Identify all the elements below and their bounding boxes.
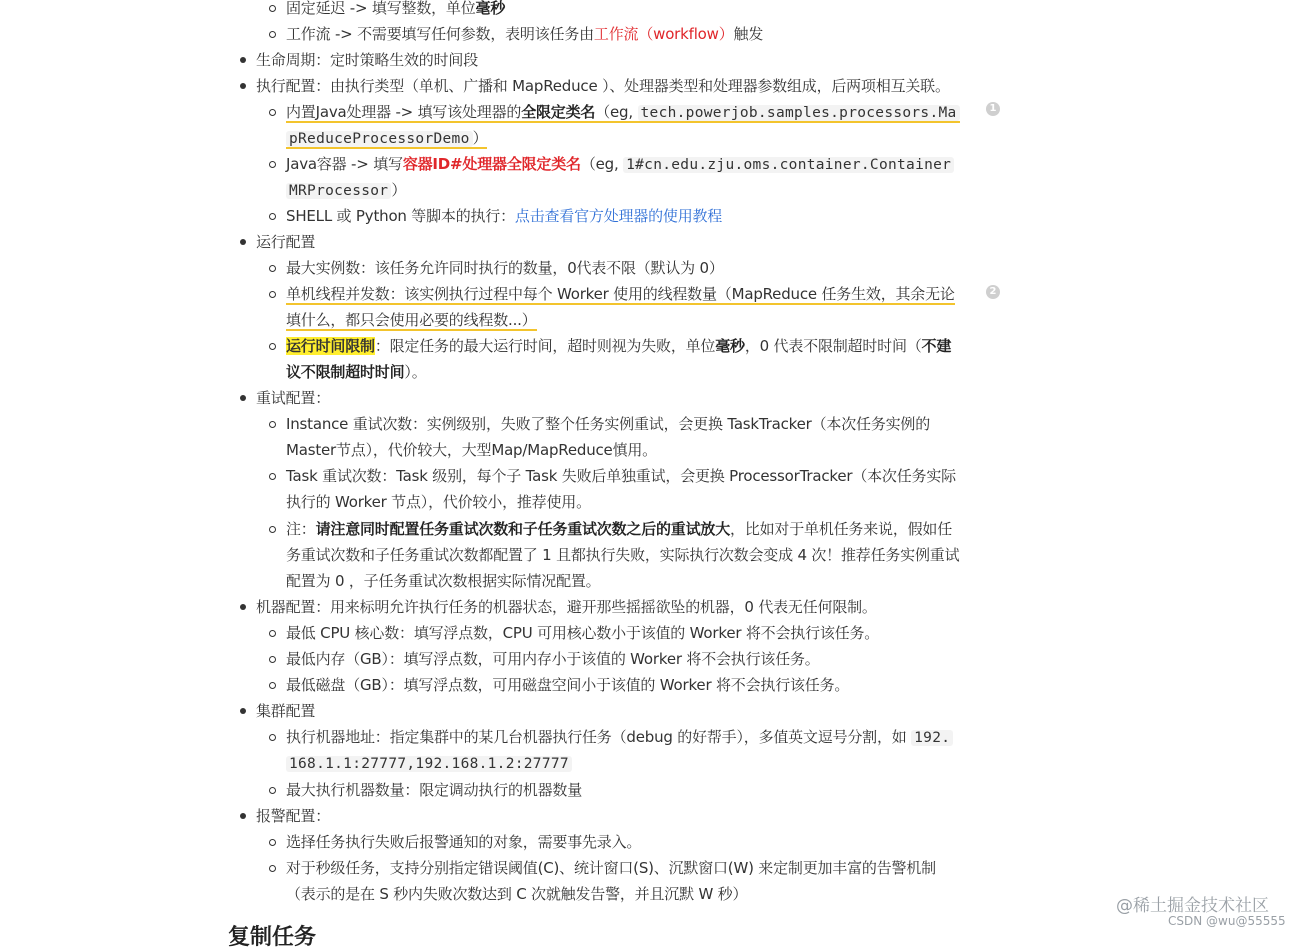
sub-bullet — [269, 161, 276, 168]
annotation-marker-1[interactable]: 1 — [986, 102, 1000, 116]
item-text: 机器配置：用来标明允许执行任务的机器状态，避开那些摇摇欲坠的机器，0 代表无任何限制。 — [256, 598, 877, 616]
item-text: 最大实例数：该任务允许同时执行的数量，0代表不限（默认为 0） — [286, 259, 724, 277]
item-text: ：限定任务的最大运行时间，超时则视为失败，单位 — [374, 337, 716, 355]
list-item-cont — [286, 750, 572, 776]
list-item — [286, 21, 763, 47]
list-item — [286, 516, 952, 542]
item-text: 单机线程并发数：该实例执行过程中每个 Worker 使用的线程数量（MapReduce 任务生效，其余无论 — [286, 285, 955, 303]
list-item — [286, 255, 724, 281]
item-text: 集群配置 — [256, 702, 316, 720]
list-item — [286, 281, 955, 307]
bullet — [240, 604, 246, 610]
annotation-marker-2[interactable]: 2 — [986, 285, 1000, 299]
inline-code: 1#cn.edu.zju.oms.container.Container — [623, 157, 954, 173]
inline-code: pReduceProcessorDemo — [286, 131, 473, 147]
item-text: ） — [472, 129, 488, 147]
list-item — [286, 855, 936, 881]
item-text: 内置Java处理器 -> 填写该处理器的 — [286, 103, 522, 121]
item-text: 执行配置：由执行类型（单机、广播和 MapReduce ）、处理器类型和处理器参数组成，后两项相互关联。 — [256, 77, 950, 95]
item-text: Task 重试次数：Task 级别，每个子 Task 失败后单独重试，会更换 ProcessorTracker（本次任务实际 — [286, 467, 956, 485]
sub-bullet — [269, 473, 276, 480]
item-text: 执行机器地址：指定集群中的某几台机器执行任务（debug 的好帮手），多值英文逗号分割，如 — [286, 728, 912, 746]
item-text: 执行的 Worker 节点），代价较小，推荐使用。 — [286, 493, 591, 511]
item-text: 生命周期：定时策略生效的时间段 — [256, 51, 479, 69]
list-item-cont — [286, 359, 427, 385]
item-text: 运行配置 — [256, 233, 316, 251]
item-text: Master节点），代价较大，大型Map/MapReduce慎用。 — [286, 441, 657, 459]
sub-bullet — [269, 421, 276, 428]
sub-bullet — [269, 265, 276, 272]
tutorial-link[interactable]: 点击查看官方处理器的使用教程 — [514, 207, 723, 225]
sub-bullet — [269, 734, 276, 741]
bullet — [240, 239, 246, 245]
inline-code: MRProcessor — [286, 183, 391, 199]
sub-bullet — [269, 213, 276, 220]
list-item — [286, 829, 641, 855]
list-item — [286, 0, 505, 21]
section-heading: 复制任务 — [228, 925, 317, 950]
item-text: 报警配置： — [256, 807, 331, 825]
item-text: 最大执行机器数量：限定调动执行的机器数量 — [286, 781, 583, 799]
item-text: Java容器 -> 填写 — [286, 155, 403, 173]
bullet — [240, 57, 246, 63]
item-bold: 议不限制超时时间 — [286, 363, 405, 381]
watermark-csdn: CSDN @wu@55555 — [1168, 914, 1286, 928]
item-bold: 不建 — [921, 337, 952, 355]
sub-bullet — [269, 682, 276, 689]
list-item — [286, 463, 956, 489]
item-text: 对于秒级任务，支持分别指定错误阈值(C)、统计窗口(S)、沉默窗口(W) 来定制更加丰富的告警机制 — [286, 859, 936, 877]
item-text: （eg, — [595, 103, 638, 121]
list-item — [256, 385, 330, 411]
inline-code: 168.1.1:27777,192.168.1.2:27777 — [286, 756, 572, 772]
bullet — [240, 83, 246, 89]
item-text: 选择任务执行失败后报警通知的对象，需要事先录入。 — [286, 833, 642, 851]
sub-bullet — [269, 5, 276, 12]
list-item-cont — [286, 568, 600, 594]
item-text: ，比如对于单机任务来说，假如任 — [730, 520, 953, 538]
item-bold: 毫秒 — [715, 337, 745, 355]
list-item — [256, 73, 950, 99]
list-item — [286, 411, 930, 437]
item-bold: 毫秒 — [475, 0, 506, 17]
bullet — [240, 708, 246, 714]
list-item — [256, 803, 330, 829]
list-item — [286, 203, 722, 229]
item-text: 最低 CPU 核心数：填写浮点数，CPU 可用核心数小于该值的 Worker 将不会执行该任务。 — [286, 624, 880, 642]
item-red-text: 容器ID#处理器全限定类名 — [402, 155, 581, 173]
list-item-cont — [286, 307, 537, 333]
item-text: 固定延迟 -> 填写整数，单位 — [286, 0, 476, 17]
item-text: 重试配置： — [256, 389, 331, 407]
item-text: 配置为 0 ，子任务重试次数根据实际情况配置。 — [286, 572, 601, 590]
item-text: SHELL 或 Python 等脚本的执行： — [286, 207, 515, 225]
list-item-cont — [286, 881, 747, 907]
bullet — [240, 813, 246, 819]
list-item-cont — [286, 542, 959, 568]
watermark-juejin: @稀土掘金技术社区 — [1116, 896, 1269, 916]
sub-bullet — [269, 343, 276, 350]
item-bold: 请注意同时配置任务重试次数和子任务重试次数之后的重试放大 — [315, 520, 731, 538]
item-bold: 全限定类名 — [521, 103, 596, 121]
list-item-cont — [286, 437, 657, 463]
sub-bullet — [269, 839, 276, 846]
list-item — [286, 151, 954, 177]
bullet — [240, 395, 246, 401]
item-text: ）。 — [404, 363, 427, 381]
item-text: ，0 代表不限制超时时间（ — [744, 337, 922, 355]
list-item-cont — [286, 125, 487, 151]
item-text: 填什么，都只会使用必要的线程数...） — [286, 311, 537, 329]
inline-code: tech.powerjob.samples.processors.Ma — [638, 105, 960, 121]
item-text: （eg, — [580, 155, 624, 173]
item-text: 注： — [286, 520, 316, 538]
list-item — [286, 672, 849, 698]
sub-bullet — [269, 656, 276, 663]
sub-bullet — [269, 109, 276, 116]
list-item — [256, 594, 877, 620]
list-item — [286, 620, 879, 646]
highlighted-text: 运行时间限制 — [286, 337, 375, 355]
item-text: 最低内存（GB）：填写浮点数，可用内存小于该值的 Worker 将不会执行该任务。 — [286, 650, 820, 668]
list-item-cont — [286, 489, 591, 515]
inline-code: 192. — [911, 730, 953, 746]
item-text: 触发 — [733, 25, 764, 43]
item-red-text: 工作流（workflow） — [593, 25, 734, 43]
list-item — [286, 724, 953, 750]
list-item — [286, 99, 960, 125]
list-item — [286, 646, 820, 672]
item-text: 最低磁盘（GB）：填写浮点数，可用磁盘空间小于该值的 Worker 将不会执行该任务。 — [286, 676, 850, 694]
list-item — [286, 333, 951, 359]
sub-bullet — [269, 865, 276, 872]
list-item-cont — [286, 177, 406, 203]
list-item — [256, 47, 478, 73]
item-text: Instance 重试次数：实例级别，失败了整个任务实例重试，会更换 TaskTracker（本次任务实例的 — [286, 415, 931, 433]
item-text: 务重试次数和子任务重试次数都配置了 1 且都执行失败，实际执行次数会变成 4 次！推荐任务实例重试 — [286, 546, 960, 564]
list-item — [256, 698, 315, 724]
sub-bullet — [269, 630, 276, 637]
sub-bullet — [269, 787, 276, 794]
list-item — [256, 229, 315, 255]
list-item — [286, 777, 582, 803]
sub-bullet — [269, 291, 276, 298]
item-text: ） — [391, 181, 407, 199]
sub-bullet — [269, 526, 276, 533]
sub-bullet — [269, 31, 276, 38]
item-text: 工作流 -> 不需要填写任何参数，表明该任务由 — [286, 25, 594, 43]
item-text: （表示的是在 S 秒内失败次数达到 C 次就触发告警，并且沉默 W 秒） — [286, 885, 748, 903]
